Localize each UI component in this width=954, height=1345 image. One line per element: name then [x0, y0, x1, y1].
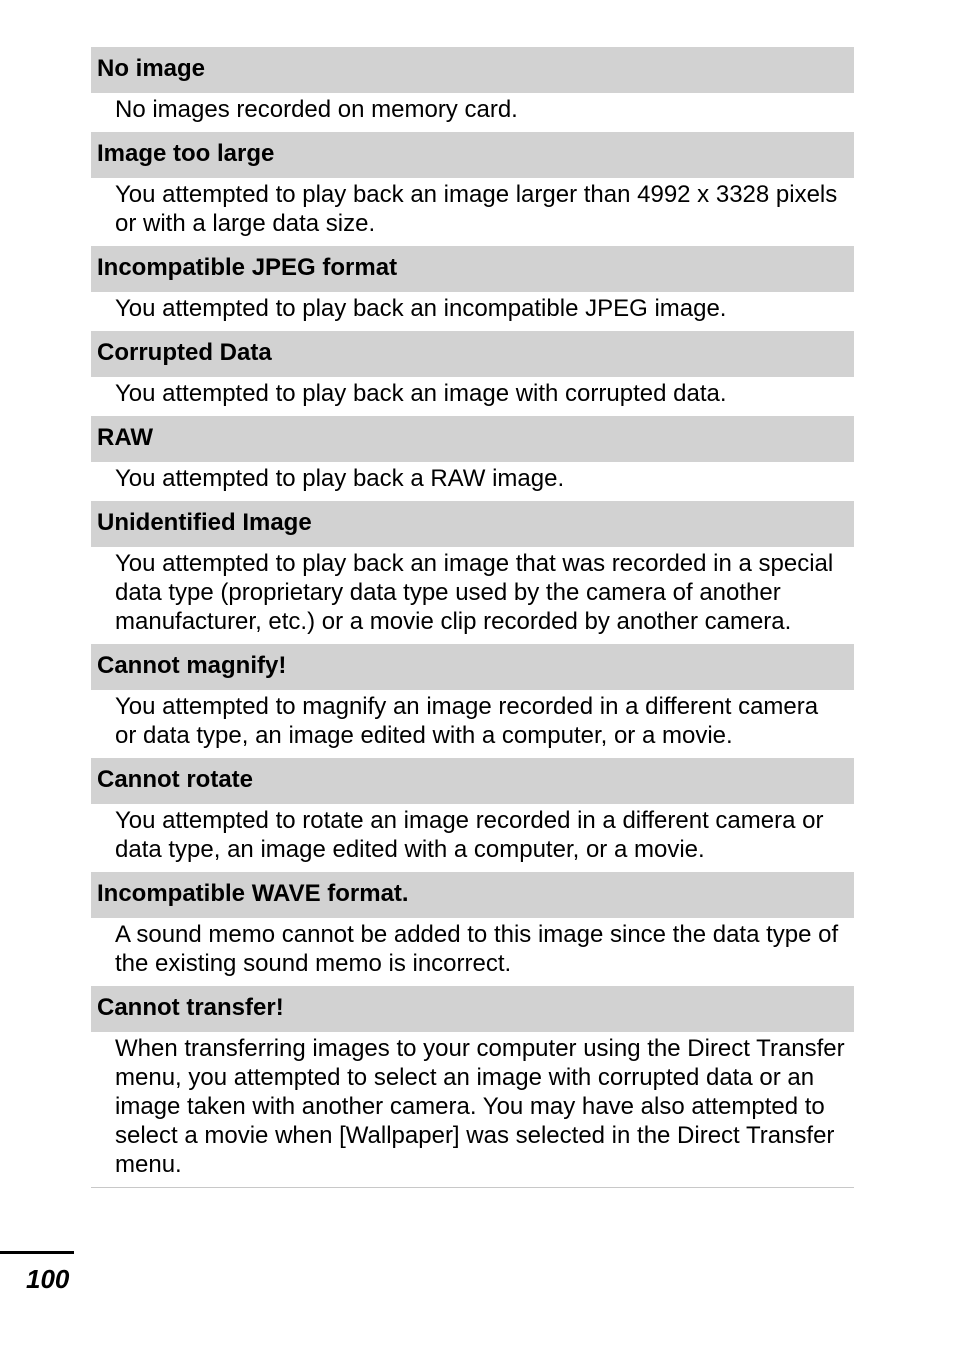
message-title-incompatible-jpeg: Incompatible JPEG format [91, 246, 854, 292]
message-title-cannot-rotate: Cannot rotate [91, 758, 854, 804]
message-description-no-image: No images recorded on memory card. [115, 96, 518, 123]
message-title-cannot-transfer: Cannot transfer! [91, 986, 854, 1032]
message-title-incompatible-wave: Incompatible WAVE format. [91, 872, 854, 918]
message-title-raw: RAW [91, 416, 854, 462]
message-title-unidentified-image: Unidentified Image [91, 501, 854, 547]
message-description-cannot-magnify: You attempted to magnify an image recorded in a different camera or data type, an image edited with a computer, or a movie. [115, 693, 819, 749]
message-description-image-too-large: You attempted to play back an image larger than 4992 x 3328 pixels or with a large data size. [115, 181, 838, 237]
page-number-rule [0, 1251, 74, 1254]
message-description-unidentified-image: You attempted to play back an image that was recorded in a special data type (proprietary data type used by the camera of another manufacturer, etc.) or a movie clip recorded by another camera. [115, 550, 834, 635]
message-description-incompatible-jpeg: You attempted to play back an incompatible JPEG image. [115, 295, 727, 322]
message-description-incompatible-wave: A sound memo cannot be added to this image since the data type of the existing sound memo is incorrect. [115, 921, 839, 977]
page-number: 100 [26, 1264, 70, 1294]
message-title-image-too-large: Image too large [91, 132, 854, 178]
message-description-raw: You attempted to play back a RAW image. [115, 465, 565, 492]
message-description-cannot-rotate: You attempted to rotate an image recorded in a different camera or data type, an image edited with a computer, or a movie. [115, 807, 824, 863]
error-message-list [91, 47, 854, 1188]
message-description-cannot-transfer: When transferring images to your computer using the Direct Transfer menu, you attempted to select an image with corrupted data or an image taken with another camera. You may have also attempted to select a movie when [Wallpaper] was selected in the Direct Transfer menu. [115, 1035, 845, 1178]
message-description-corrupted-data: You attempted to play back an image with corrupted data. [115, 380, 727, 407]
message-title-no-image: No image [91, 47, 854, 93]
list-end-divider [91, 1187, 854, 1188]
message-title-corrupted-data: Corrupted Data [91, 331, 854, 377]
message-title-cannot-magnify: Cannot magnify! [91, 644, 854, 690]
